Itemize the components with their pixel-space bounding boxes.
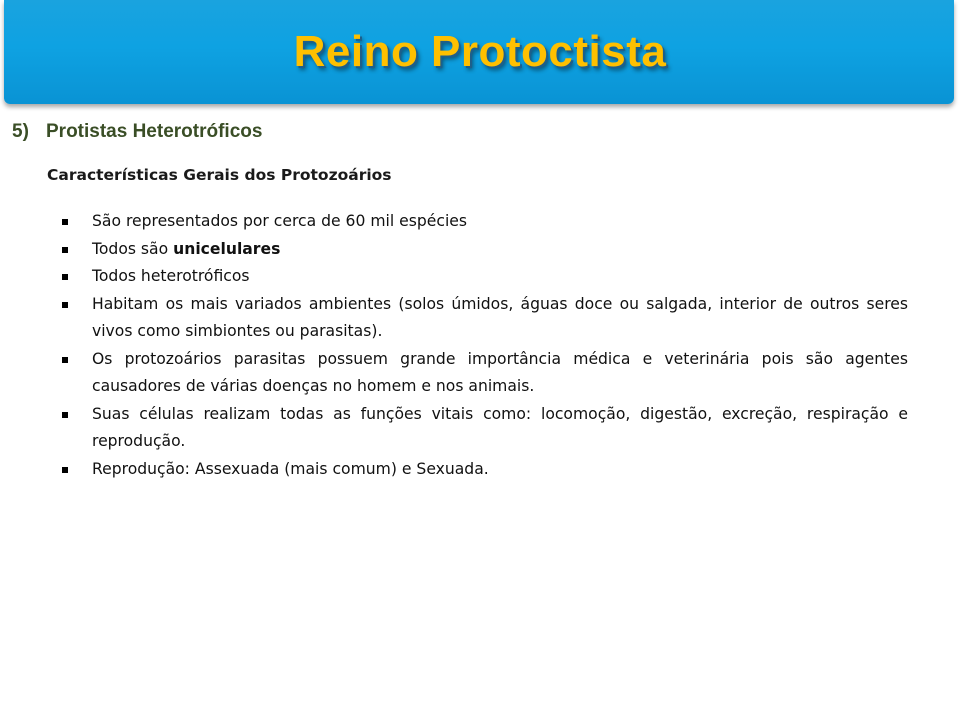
square-bullet-icon [62,357,68,363]
bullet-text: Habitam os mais variados ambientes (solos úmidos, águas doce ou salgada, interior de outros seres vivos como simbiontes ou parasitas). [92,294,908,340]
list-item [60,236,908,264]
square-bullet-icon [62,302,68,308]
list-item [60,291,908,346]
square-bullet-icon [62,274,68,280]
bullet-emphasis: unicelulares [173,239,281,258]
square-bullet-icon [62,412,68,418]
square-bullet-icon [62,219,68,225]
list-item [60,263,908,291]
bullet-text: São representados por cerca de 60 mil espécies [92,212,467,230]
slide-title: Reino Protoctista [293,27,667,76]
bullet-text: Os protozoários parasitas possuem grande importância médica e veterinária pois são agentes causadores de várias doenças no homem e nos animais. [92,349,908,395]
section-number: 5) [12,121,29,142]
square-bullet-icon [62,247,68,253]
list-item [60,346,908,401]
bullet-text: Todos são [92,239,174,258]
square-bullet-icon [62,467,68,473]
list-item [60,401,908,456]
subtitle: Características Gerais dos Protozoários [47,166,392,184]
list-item [60,208,908,236]
section-title: Protistas Heterotróficos [46,121,263,142]
bullet-text: Suas células realizam todas as funções vitais como: locomoção, digestão, excreção, respiração e reprodução. [92,404,908,450]
list-item [60,456,908,484]
bullet-text: Todos heterotróficos [92,267,250,285]
bullet-list [60,208,908,483]
bullet-text: Reprodução: Assexuada (mais comum) e Sexuada. [92,459,489,478]
section-heading [12,118,262,146]
